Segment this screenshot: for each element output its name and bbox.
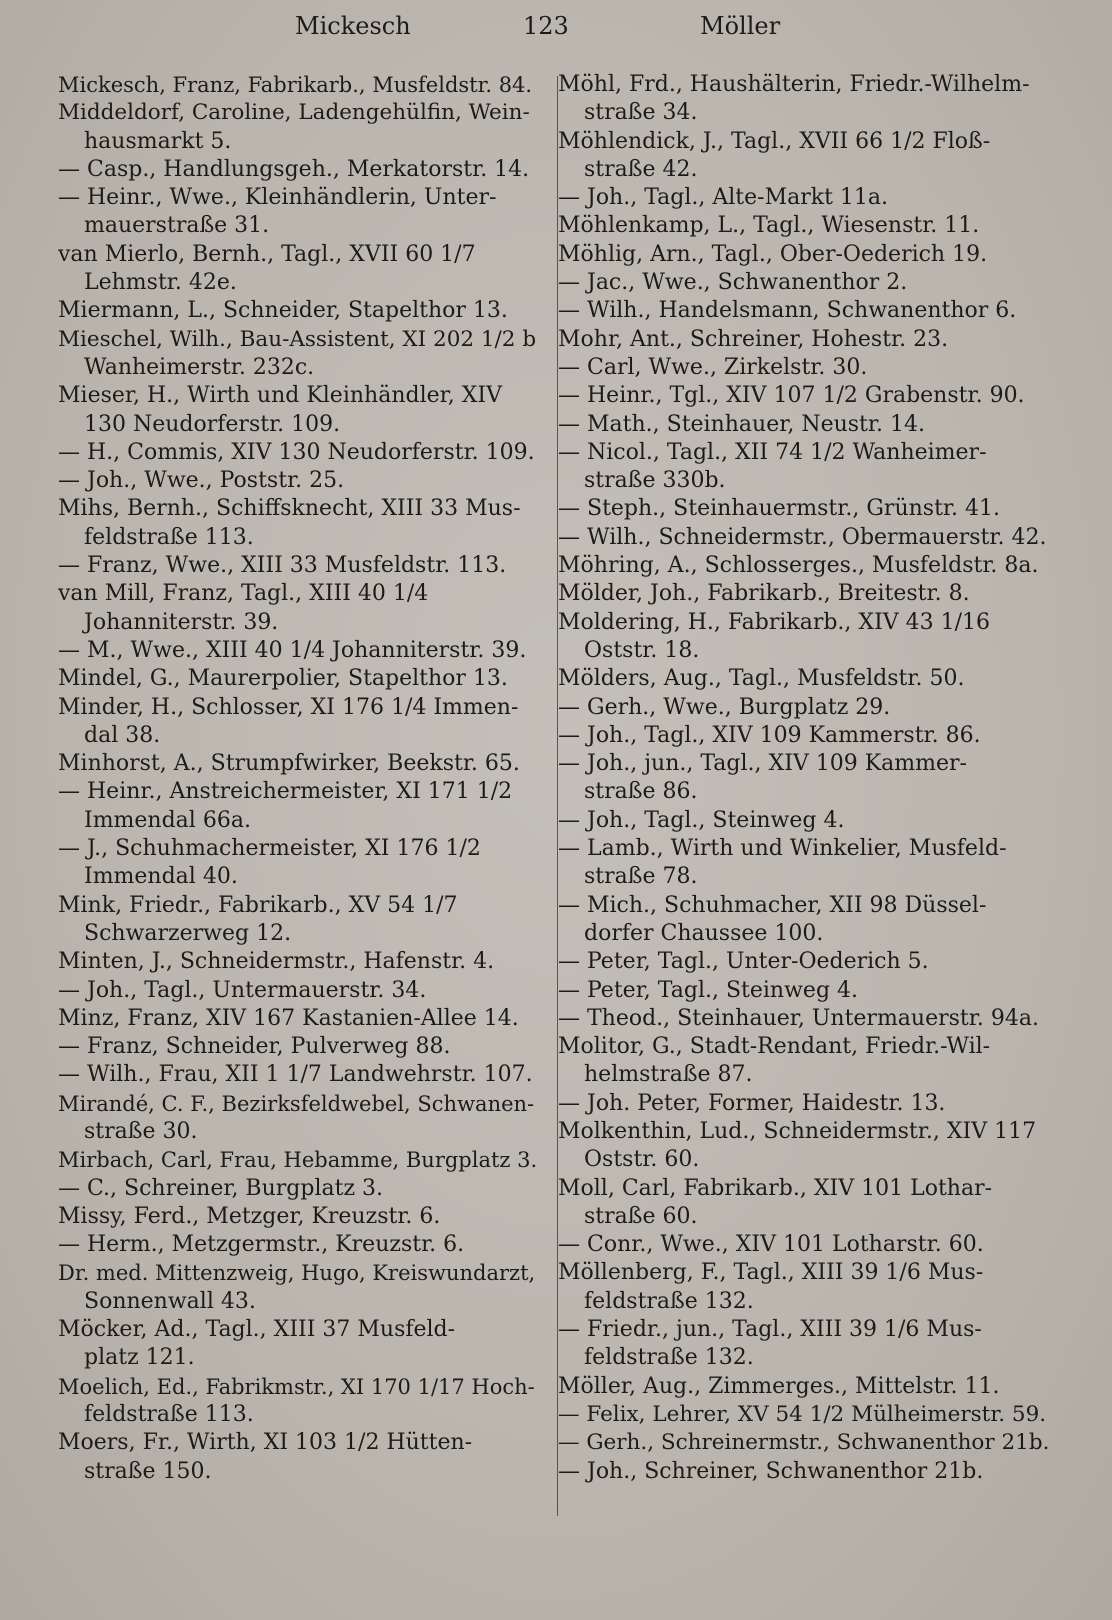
directory-entry-line: dorfer Chaussee 100. [584, 920, 824, 946]
directory-entry-line: — Gerh., Wwe., Burgplatz 29. [558, 694, 891, 720]
directory-entry-line: Missy, Ferd., Metzger, Kreuzstr. 6. [58, 1203, 441, 1229]
directory-entry-line: — Steph., Steinhauermstr., Grünstr. 41. [558, 496, 1000, 522]
header-right-catchword: Möller [700, 12, 781, 40]
directory-entry-line: Möhlig, Arn., Tagl., Ober-Oederich 19. [558, 241, 988, 267]
directory-entry-line: — Joh., Tagl., Untermauerstr. 34. [58, 977, 427, 1003]
directory-entry-line: — H., Commis, XIV 130 Neudorferstr. 109. [58, 439, 535, 465]
directory-entry-line: straße 42. [584, 156, 698, 182]
directory-entry-line: — Jac., Wwe., Schwanenthor 2. [558, 270, 908, 296]
directory-entry-line: Immendal 40. [84, 864, 238, 890]
directory-entry-line: Minz, Franz, XIV 167 Kastanien-Allee 14. [58, 1005, 519, 1031]
directory-entry-line: — Friedr., jun., Tagl., XIII 39 1/6 Mus- [558, 1317, 982, 1343]
directory-entry-line: — Lamb., Wirth und Winkelier, Musfeld- [558, 836, 1007, 862]
directory-entry-line: Molitor, G., Stadt-Rendant, Friedr.-Wil- [558, 1034, 991, 1060]
directory-entry-line: Moldering, H., Fabrikarb., XIV 43 1/16 [558, 609, 991, 635]
directory-entry-line: — C., Schreiner, Burgplatz 3. [58, 1175, 384, 1201]
directory-entry-line: Molkenthin, Lud., Schneidermstr., XIV 117 [558, 1118, 1037, 1144]
directory-entry-line: — Conr., Wwe., XIV 101 Lotharstr. 60. [558, 1232, 984, 1258]
directory-entry-line: van Mierlo, Bernh., Tagl., XVII 60 1/7 [58, 241, 476, 267]
directory-entry-line: straße 30. [84, 1118, 198, 1144]
directory-entry-line: straße 60. [584, 1203, 698, 1229]
directory-entry-line: — Joh., Tagl., Steinweg 4. [558, 807, 845, 833]
directory-entry-line: Oststr. 18. [584, 637, 700, 663]
directory-entry-line: — Herm., Metzgermstr., Kreuzstr. 6. [58, 1232, 465, 1258]
directory-entry-line: Minten, J., Schneidermstr., Hafenstr. 4. [58, 949, 495, 975]
directory-entry-line: — Theod., Steinhauer, Untermauerstr. 94a. [558, 1005, 1039, 1031]
directory-entry-line: Lehmstr. 42e. [84, 270, 237, 296]
directory-entry-line: Dr. med. Mittenzweig, Hugo, Kreiswundarzt, [58, 1261, 536, 1286]
directory-entry-line: mauerstraße 31. [84, 213, 270, 239]
directory-entry-line: Möhlenkamp, L., Tagl., Wiesenstr. 11. [558, 213, 980, 239]
directory-entry-line: — Heinr., Tgl., XIV 107 1/2 Grabenstr. 90. [558, 383, 1025, 409]
directory-entry-line: — Peter, Tagl., Steinweg 4. [558, 977, 859, 1003]
directory-entry-line: — Franz, Schneider, Pulverweg 88. [58, 1034, 451, 1060]
directory-entry-line: — Heinr., Wwe., Kleinhändlerin, Unter- [58, 185, 497, 211]
directory-entry-line: — Peter, Tagl., Unter-Oederich 5. [558, 949, 929, 975]
directory-entry-line: — Gerh., Schreinermstr., Schwanenthor 21b. [558, 1430, 1050, 1456]
directory-entry-line: Möller, Aug., Zimmerges., Mittelstr. 11. [558, 1373, 1000, 1399]
directory-entry-line: Mirbach, Carl, Frau, Hebamme, Burgplatz 3. [58, 1148, 538, 1173]
directory-entry-line: Middeldorf, Caroline, Ladengehülfin, Wein- [58, 100, 530, 126]
directory-entry-line: Mihs, Bernh., Schiffsknecht, XIII 33 Mus- [58, 496, 521, 522]
directory-entry-line: — Carl, Wwe., Zirkelstr. 30. [558, 354, 868, 380]
directory-entry-line: Sonnenwall 43. [84, 1288, 256, 1314]
directory-entry-line: — Casp., Handlungsgeh., Merkatorstr. 14. [58, 156, 530, 182]
directory-entry-line: — Wilh., Frau, XII 1 1/7 Landwehrstr. 107. [58, 1062, 533, 1088]
directory-entry-line: hausmarkt 5. [84, 128, 232, 154]
directory-entry-line: straße 150. [84, 1458, 212, 1484]
directory-entry-line: — Wilh., Schneidermstr., Obermauerstr. 42. [558, 524, 1047, 550]
directory-entry-line: straße 86. [584, 779, 698, 805]
directory-entry-line: — Joh., Tagl., Alte-Markt 11a. [558, 185, 889, 211]
page-header [0, 6, 1112, 46]
directory-entry-line: — Joh., Schreiner, Schwanenthor 21b. [558, 1458, 984, 1484]
directory-entry-line: Möcker, Ad., Tagl., XIII 37 Musfeld- [58, 1317, 456, 1343]
directory-entry-line: straße 78. [584, 864, 698, 890]
directory-entry-line: Moelich, Ed., Fabrikmstr., XI 170 1/17 Hoch- [58, 1374, 535, 1399]
page-number: 123 [523, 12, 569, 40]
directory-entry-line: Mindel, G., Maurerpolier, Stapelthor 13. [58, 666, 508, 692]
directory-entry-line: helmstraße 87. [584, 1062, 753, 1088]
right-column [558, 71, 1054, 1486]
directory-entry-line: Mink, Friedr., Fabrikarb., XV 54 1/7 [58, 892, 458, 918]
directory-entry-line: feldstraße 113. [84, 524, 254, 550]
directory-entry-line: feldstraße 132. [584, 1288, 754, 1314]
directory-entry-line: feldstraße 113. [84, 1401, 254, 1427]
directory-entry-line: — J., Schuhmachermeister, XI 176 1/2 [58, 836, 481, 862]
directory-entry-line: straße 330b. [584, 468, 726, 494]
left-column [58, 71, 540, 1486]
directory-entry-line: — Wilh., Handelsmann, Schwanenthor 6. [558, 298, 1017, 324]
directory-entry-line: — Franz, Wwe., XIII 33 Musfeldstr. 113. [58, 553, 507, 579]
directory-entry-line: — Heinr., Anstreichermeister, XI 171 1/2 [58, 779, 513, 805]
directory-entry-line: Mieschel, Wilh., Bau-Assistent, XI 202 1/2 b [58, 326, 537, 352]
directory-entry-line: feldstraße 132. [584, 1345, 754, 1371]
directory-entry-line: — Mich., Schuhmacher, XII 98 Düssel- [558, 892, 987, 918]
directory-entry-line: Möhlendick, J., Tagl., XVII 66 1/2 Floß- [558, 128, 991, 154]
directory-entry-line: dal 38. [84, 722, 161, 748]
directory-entry-line: — Felix, Lehrer, XV 54 1/2 Mülheimerstr. 59. [558, 1401, 1047, 1427]
directory-entry-line: — Joh., jun., Tagl., XIV 109 Kammer- [558, 751, 967, 777]
directory-entry-line: Moers, Fr., Wirth, XI 103 1/2 Hütten- [58, 1430, 473, 1456]
directory-entry-line: Mirandé, C. F., Bezirksfeldwebel, Schwanen- [58, 1091, 535, 1116]
directory-entry-line: Johanniterstr. 39. [84, 609, 279, 635]
directory-entry-line: straße 34. [584, 100, 698, 126]
directory-entry-line: — Joh. Peter, Former, Haidestr. 13. [558, 1090, 946, 1116]
directory-entry-line: Minder, H., Schlosser, XI 176 1/4 Immen- [58, 694, 519, 720]
directory-entry-line: Mölder, Joh., Fabrikarb., Breitestr. 8. [558, 581, 970, 607]
directory-entry-line: Minhorst, A., Strumpfwirker, Beekstr. 65. [58, 751, 520, 777]
directory-entry-line: Miermann, L., Schneider, Stapelthor 13. [58, 298, 508, 324]
directory-entry-line: van Mill, Franz, Tagl., XIII 40 1/4 [58, 581, 429, 607]
directory-entry-line: — Math., Steinhauer, Neustr. 14. [558, 411, 925, 437]
directory-entry-line: Immendal 66a. [84, 807, 251, 833]
directory-entry-line: Oststr. 60. [584, 1147, 700, 1173]
directory-entry-line: — Nicol., Tagl., XII 74 1/2 Wanheimer- [558, 439, 987, 465]
directory-entry-line: — Joh., Tagl., XIV 109 Kammerstr. 86. [558, 722, 981, 748]
directory-entry-line: Mickesch, Franz, Fabrikarb., Musfeldstr. 84. [58, 73, 533, 97]
directory-entry-line: 130 Neudorferstr. 109. [84, 411, 341, 437]
directory-entry-line: — M., Wwe., XIII 40 1/4 Johanniterstr. 39. [58, 637, 527, 663]
directory-entry-line: Möhl, Frd., Haushälterin, Friedr.-Wilhelm- [558, 72, 1030, 97]
directory-entry-line: platz 121. [84, 1345, 195, 1371]
directory-entry-line: Mohr, Ant., Schreiner, Hohestr. 23. [558, 326, 949, 352]
directory-entry-line: Moll, Carl, Fabrikarb., XIV 101 Lothar- [558, 1175, 993, 1201]
header-left-catchword: Mickesch [295, 12, 411, 40]
directory-entry-line: Möllenberg, F., Tagl., XIII 39 1/6 Mus- [558, 1260, 984, 1286]
directory-entry-line: Wanheimerstr. 232c. [84, 354, 315, 380]
directory-entry-line: Mölders, Aug., Tagl., Musfeldstr. 50. [558, 666, 965, 692]
directory-entry-line: Schwarzerweg 12. [84, 920, 292, 946]
directory-entry-line: Mieser, H., Wirth und Kleinhändler, XIV [58, 383, 502, 409]
directory-entry-line: — Joh., Wwe., Poststr. 25. [58, 468, 345, 494]
directory-entry-line: Möhring, A., Schlosserges., Musfeldstr. 8a. [558, 553, 1039, 579]
